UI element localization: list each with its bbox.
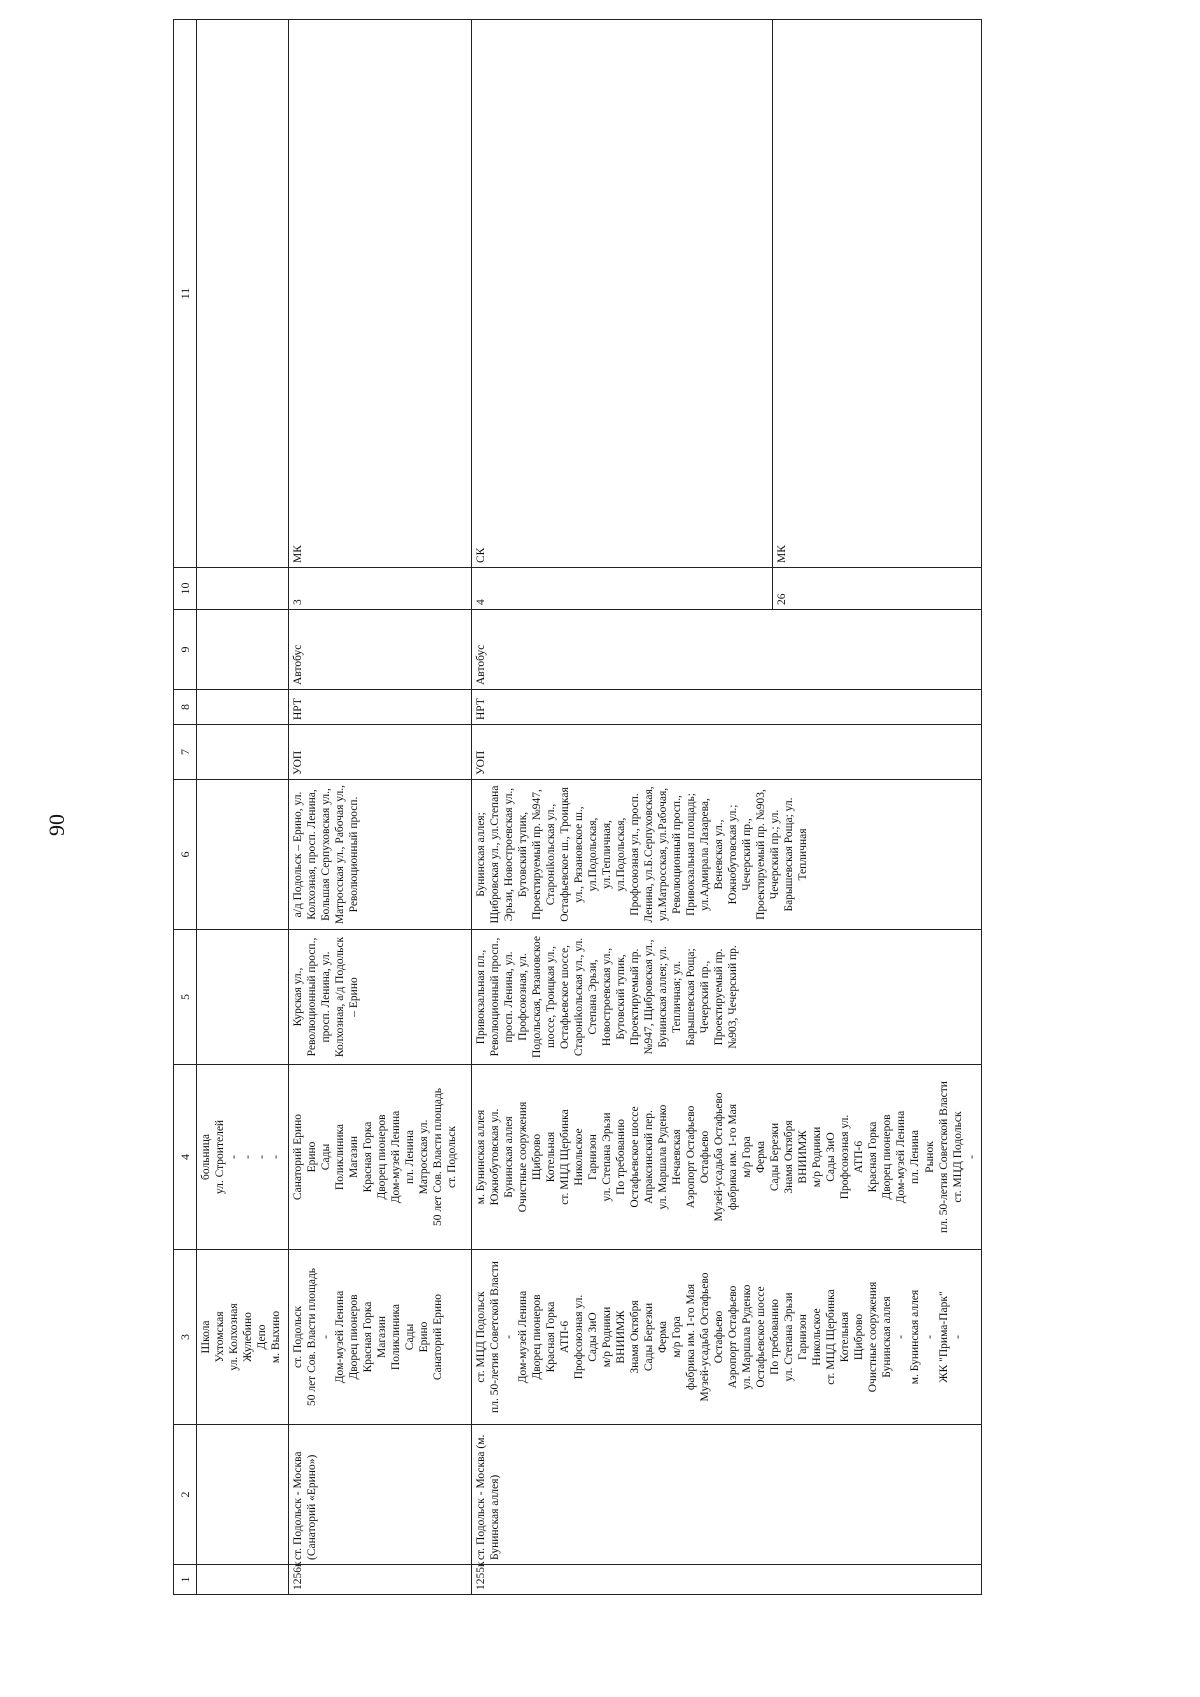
stop-name: ст. МЦД Подольск bbox=[951, 1111, 964, 1203]
stop-name: Рынок bbox=[923, 1141, 936, 1173]
stop-name: фабрика им. 1-го Мая bbox=[685, 1283, 698, 1391]
stop-name: Ферма bbox=[755, 1140, 768, 1174]
tariff-type bbox=[197, 690, 289, 725]
order-type: УОП bbox=[289, 725, 472, 780]
vehicle-count bbox=[197, 568, 289, 610]
table-row bbox=[472, 20, 982, 1595]
stop-name: Дворец пионеров bbox=[531, 1294, 544, 1380]
stop-name: АТП-6 bbox=[853, 1140, 866, 1174]
page-number: 90 bbox=[44, 814, 69, 836]
stop-name: Щиброво bbox=[853, 1313, 866, 1361]
header-cell: 9 bbox=[174, 610, 197, 690]
stop-name: Аэропорт Остафьево bbox=[685, 1105, 698, 1209]
stop-name: Дом-музей Ленина bbox=[390, 1110, 403, 1204]
stop-name: м/р Гора bbox=[671, 1316, 684, 1358]
header-cell: 4 bbox=[174, 1065, 197, 1250]
streets-forward: Курская ул., Революционный просп., просп. Ленина, ул. Колхозная, а/д Подольск – Ерино bbox=[289, 930, 472, 1065]
stop-name: Сады ЗиО bbox=[825, 1132, 838, 1182]
streets-forward: Привокзальная пл., Революционный просп., просп. Ленина, ул. Профсоюзная, ул. Подольская, Рязановское шоссе, Троицкая ул., Остафьевское шоссе, Старонikольская ул., ул. Степана Эрьзи, Новостроевская ул., Бутовский тупик, Проектируемый пр. №947, Щибровская ул., Бунинская аллея; ул. Тепличная; ул. Барышевская Роща; Чечерский пр., Проектируемый пр. №903, Чечерский пр. bbox=[472, 930, 982, 1065]
vehicle-type: Автобус bbox=[472, 610, 982, 690]
stop-name: ст. Подольск bbox=[292, 1306, 304, 1368]
stop-name: Музей-усадьба Остафьево bbox=[699, 1272, 712, 1402]
stops-backward bbox=[472, 1065, 982, 1250]
stop-name: - bbox=[965, 1155, 978, 1159]
route-name bbox=[197, 1425, 289, 1565]
stop-name: ул. Строителей bbox=[214, 1119, 227, 1195]
stop-name: больница bbox=[200, 1134, 212, 1180]
stop-name: м. Бунинская аллея bbox=[475, 1109, 487, 1205]
stop-name: ЖК "Прима-Парк" bbox=[937, 1291, 950, 1383]
route-table-wrapper bbox=[173, 120, 1133, 1595]
stop-name: Сады ЗиО bbox=[587, 1312, 600, 1362]
stop-name: Сады Березки bbox=[643, 1302, 656, 1372]
vehicle-class-value: МК bbox=[292, 545, 304, 563]
streets-backward bbox=[197, 780, 289, 930]
stop-name: ул. Маршала Руденко bbox=[657, 1104, 670, 1210]
header-cell: 7 bbox=[174, 725, 197, 780]
header-cell: 8 bbox=[174, 690, 197, 725]
route-table bbox=[173, 19, 982, 1595]
route-number: 1255к bbox=[472, 1565, 982, 1595]
stop-name: ул. Маршала Руденко bbox=[741, 1284, 754, 1390]
stop-name: Жулебино bbox=[242, 1312, 255, 1362]
stop-name: Остафьевское шоссе bbox=[755, 1286, 768, 1388]
stop-name: - bbox=[895, 1335, 908, 1339]
header-cell: 10 bbox=[174, 568, 197, 610]
stop-name: Магазин bbox=[348, 1136, 361, 1179]
stop-name: ВНИИМЖ bbox=[615, 1310, 628, 1364]
stop-name: пл. Ленина bbox=[404, 1129, 417, 1185]
stop-name: Школа bbox=[200, 1320, 212, 1354]
vehicle-class-value: СК bbox=[475, 547, 487, 563]
stop-name: Красная Горка bbox=[362, 1121, 375, 1193]
streets-backward: а/д Подольск – Ерино, ул. Колхозная, просп. Ленина, Большая Серпуховская ул., Матросская ул., Рабочая ул., Революционный просп. bbox=[289, 780, 472, 930]
stop-name: Дворец пионеров bbox=[376, 1114, 389, 1200]
stop-name: Бунинская аллея bbox=[503, 1116, 516, 1198]
stop-name: м/р Гора bbox=[741, 1136, 754, 1178]
stop-name: ул. Степана Эрьзи bbox=[783, 1292, 796, 1382]
stop-name: 50 лет Сов. Власти площадь bbox=[432, 1087, 445, 1227]
stop-name: ст. Подольск bbox=[446, 1126, 459, 1188]
header-row bbox=[174, 20, 197, 1595]
streets-backward: Бунинская аллея; Щибровская ул., ул.Степана Эрьзи, Новостроевская ул., Бутовский тупик, Проектируемый пр. №947, Старонikольская ул., Остафьевское ш., Троицкая ул., Рязановское ш., ул.Подольская, ул.Тепличная, ул.Подольская, Профсоюзная ул., просп. Ленина, ул.Б.Серпуховская, ул.Матросская, ул.Рабочая, Революционный просп., Привокзальная площадь; ул.Адмирала Лазарева, Веневская ул., Южнобутовская ул.; Чечерский пр., Проектируемый пр. №903, Чечерский пр.; ул. Барышевская Роща; ул. Тепличная bbox=[472, 780, 982, 930]
stop-name: Дом-музей Ленина bbox=[517, 1290, 530, 1384]
stop-name: - bbox=[228, 1155, 241, 1159]
stop-name: Ерино bbox=[306, 1141, 319, 1173]
stop-name: Красная Горка bbox=[362, 1301, 375, 1373]
order-type: УОП bbox=[472, 725, 982, 780]
vehicle-count bbox=[472, 568, 982, 610]
stop-name: Поликлиника bbox=[390, 1303, 403, 1371]
stop-name: Депо bbox=[256, 1324, 269, 1350]
stop-name: - bbox=[923, 1335, 936, 1339]
stop-name: Котельная bbox=[839, 1311, 852, 1363]
header-cell: 3 bbox=[174, 1250, 197, 1425]
stop-name: пл. 50-летия Советской Власти bbox=[937, 1081, 950, 1233]
stop-name: Красная Горка bbox=[867, 1121, 880, 1193]
stop-name: Гарнизон bbox=[797, 1314, 810, 1360]
stop-name: Дом-музей Ленина bbox=[334, 1290, 347, 1384]
stop-name: Поликлиника bbox=[334, 1123, 347, 1191]
stop-name: Южнобутовская ул. bbox=[489, 1108, 502, 1206]
stop-name: Очистные сооружения bbox=[517, 1101, 530, 1213]
header-cell: 6 bbox=[174, 780, 197, 930]
stop-name: фабрика им. 1-го Мая bbox=[727, 1103, 740, 1211]
stop-name: - bbox=[320, 1335, 333, 1339]
table-row bbox=[289, 20, 472, 1595]
stop-name: Сады bbox=[404, 1323, 417, 1351]
stop-name: Знамя Октября bbox=[783, 1120, 796, 1194]
stop-name: Дворец пионеров bbox=[348, 1294, 361, 1380]
stop-name: Знамя Октября bbox=[629, 1300, 642, 1374]
header-cell: 5 bbox=[174, 930, 197, 1065]
stop-name: м. Бунинская аллея bbox=[909, 1289, 922, 1385]
header-cell: 11 bbox=[174, 20, 197, 568]
stop-name: Сады bbox=[320, 1143, 333, 1171]
stop-name: м. Выхино bbox=[270, 1310, 283, 1364]
vehicle-count-value: 4 bbox=[475, 599, 487, 605]
stop-name: Остафьево bbox=[699, 1130, 712, 1184]
stop-name: пл. Ленина bbox=[909, 1129, 922, 1185]
vehicle-count-value: 3 bbox=[292, 599, 304, 605]
stop-name: Матросская ул. bbox=[418, 1119, 431, 1195]
vehicle-type: Автобус bbox=[289, 610, 472, 690]
stop-name: Никольское bbox=[811, 1308, 824, 1366]
stop-name: Санаторий Ерино bbox=[292, 1113, 304, 1201]
stop-name: Профсоюзная ул. bbox=[839, 1114, 852, 1200]
route-name: ст. Подольск - Москва (Санаторий «Ерино») bbox=[289, 1425, 472, 1565]
stop-name: Дворец пионеров bbox=[881, 1114, 894, 1200]
stop-name: ул. Степана Эрьзи bbox=[601, 1112, 614, 1202]
vehicle-class bbox=[289, 20, 472, 568]
stop-name: - bbox=[242, 1155, 255, 1159]
stop-name: Ерино bbox=[418, 1321, 431, 1353]
route-number: 1256к bbox=[289, 1565, 472, 1595]
stops-forward bbox=[472, 1250, 982, 1425]
streets-forward bbox=[197, 930, 289, 1065]
stop-name: Нечаевская bbox=[671, 1129, 684, 1185]
stop-name: Апраксинский пер. bbox=[643, 1110, 656, 1204]
stop-name: ст. МЦД Щербинка bbox=[825, 1289, 838, 1385]
stop-name: Бунинская аллея bbox=[881, 1296, 894, 1378]
stop-name: пл. 50-летия Советской Власти bbox=[489, 1261, 502, 1413]
stop-name: - bbox=[270, 1155, 283, 1159]
order-type bbox=[197, 725, 289, 780]
stop-name: Музей-усадьба Остафьево bbox=[713, 1092, 726, 1222]
vehicle-count bbox=[289, 568, 472, 610]
stop-name: Дом-музей Ленина bbox=[895, 1110, 908, 1204]
vehicle-type bbox=[197, 610, 289, 690]
stop-name: Санаторий Ерино bbox=[432, 1293, 445, 1381]
stop-name: ВНИИМЖ bbox=[797, 1130, 810, 1184]
vehicle-class-extra: МК bbox=[772, 20, 791, 567]
stops-forward bbox=[197, 1250, 289, 1425]
stop-name: Красная Горка bbox=[545, 1301, 558, 1373]
stop-name: Профсоюзная ул. bbox=[573, 1294, 586, 1380]
tariff-type: НРТ bbox=[472, 690, 982, 725]
stop-name: - bbox=[951, 1335, 964, 1339]
tariff-type: НРТ bbox=[289, 690, 472, 725]
stops-backward bbox=[289, 1065, 472, 1250]
stop-name: Ферма bbox=[657, 1320, 670, 1354]
stop-name: ул. Колхозная bbox=[228, 1303, 241, 1371]
stop-name: По требованию bbox=[615, 1119, 628, 1195]
stop-name: Остафьево bbox=[713, 1310, 726, 1364]
stop-name: 50 лет Сов. Власти площадь bbox=[306, 1267, 319, 1407]
header-cell: 2 bbox=[174, 1425, 197, 1565]
stop-name: ст. МЦД Щербинка bbox=[559, 1109, 572, 1205]
stops-backward bbox=[197, 1065, 289, 1250]
stop-name: АТП-6 bbox=[559, 1320, 572, 1354]
table-body bbox=[197, 20, 982, 1595]
header-cell: 1 bbox=[174, 1565, 197, 1595]
stop-name: м/р Родники bbox=[811, 1126, 824, 1188]
stop-name: Котельная bbox=[545, 1131, 558, 1183]
vehicle-count-extra: 26 bbox=[772, 568, 791, 609]
stop-name: Ухтомская bbox=[214, 1311, 227, 1363]
stop-name: По требованию bbox=[769, 1299, 782, 1375]
route-name: ст. Подольск - Москва (м. Бунинская аллея) bbox=[472, 1425, 982, 1565]
table-row bbox=[197, 20, 289, 1595]
stop-name: Магазин bbox=[376, 1316, 389, 1359]
stop-name: Гарнизон bbox=[587, 1134, 600, 1180]
stop-name: Очистные сооружения bbox=[867, 1281, 880, 1393]
stop-name: м/р Родники bbox=[601, 1306, 614, 1368]
vehicle-class bbox=[472, 20, 982, 568]
stop-name: ст. МЦД Подольск bbox=[475, 1291, 487, 1383]
stop-name: Остафьевское шоссе bbox=[629, 1106, 642, 1208]
stops-forward bbox=[289, 1250, 472, 1425]
route-number bbox=[197, 1565, 289, 1595]
stop-name: Никольское bbox=[573, 1128, 586, 1186]
stop-name: - bbox=[256, 1155, 269, 1159]
stop-name: - bbox=[503, 1335, 516, 1339]
stop-name: Щиброво bbox=[531, 1133, 544, 1181]
stop-name: Сады Березки bbox=[769, 1122, 782, 1192]
stop-name: Аэропорт Остафьево bbox=[727, 1285, 740, 1389]
vehicle-class bbox=[197, 20, 289, 568]
